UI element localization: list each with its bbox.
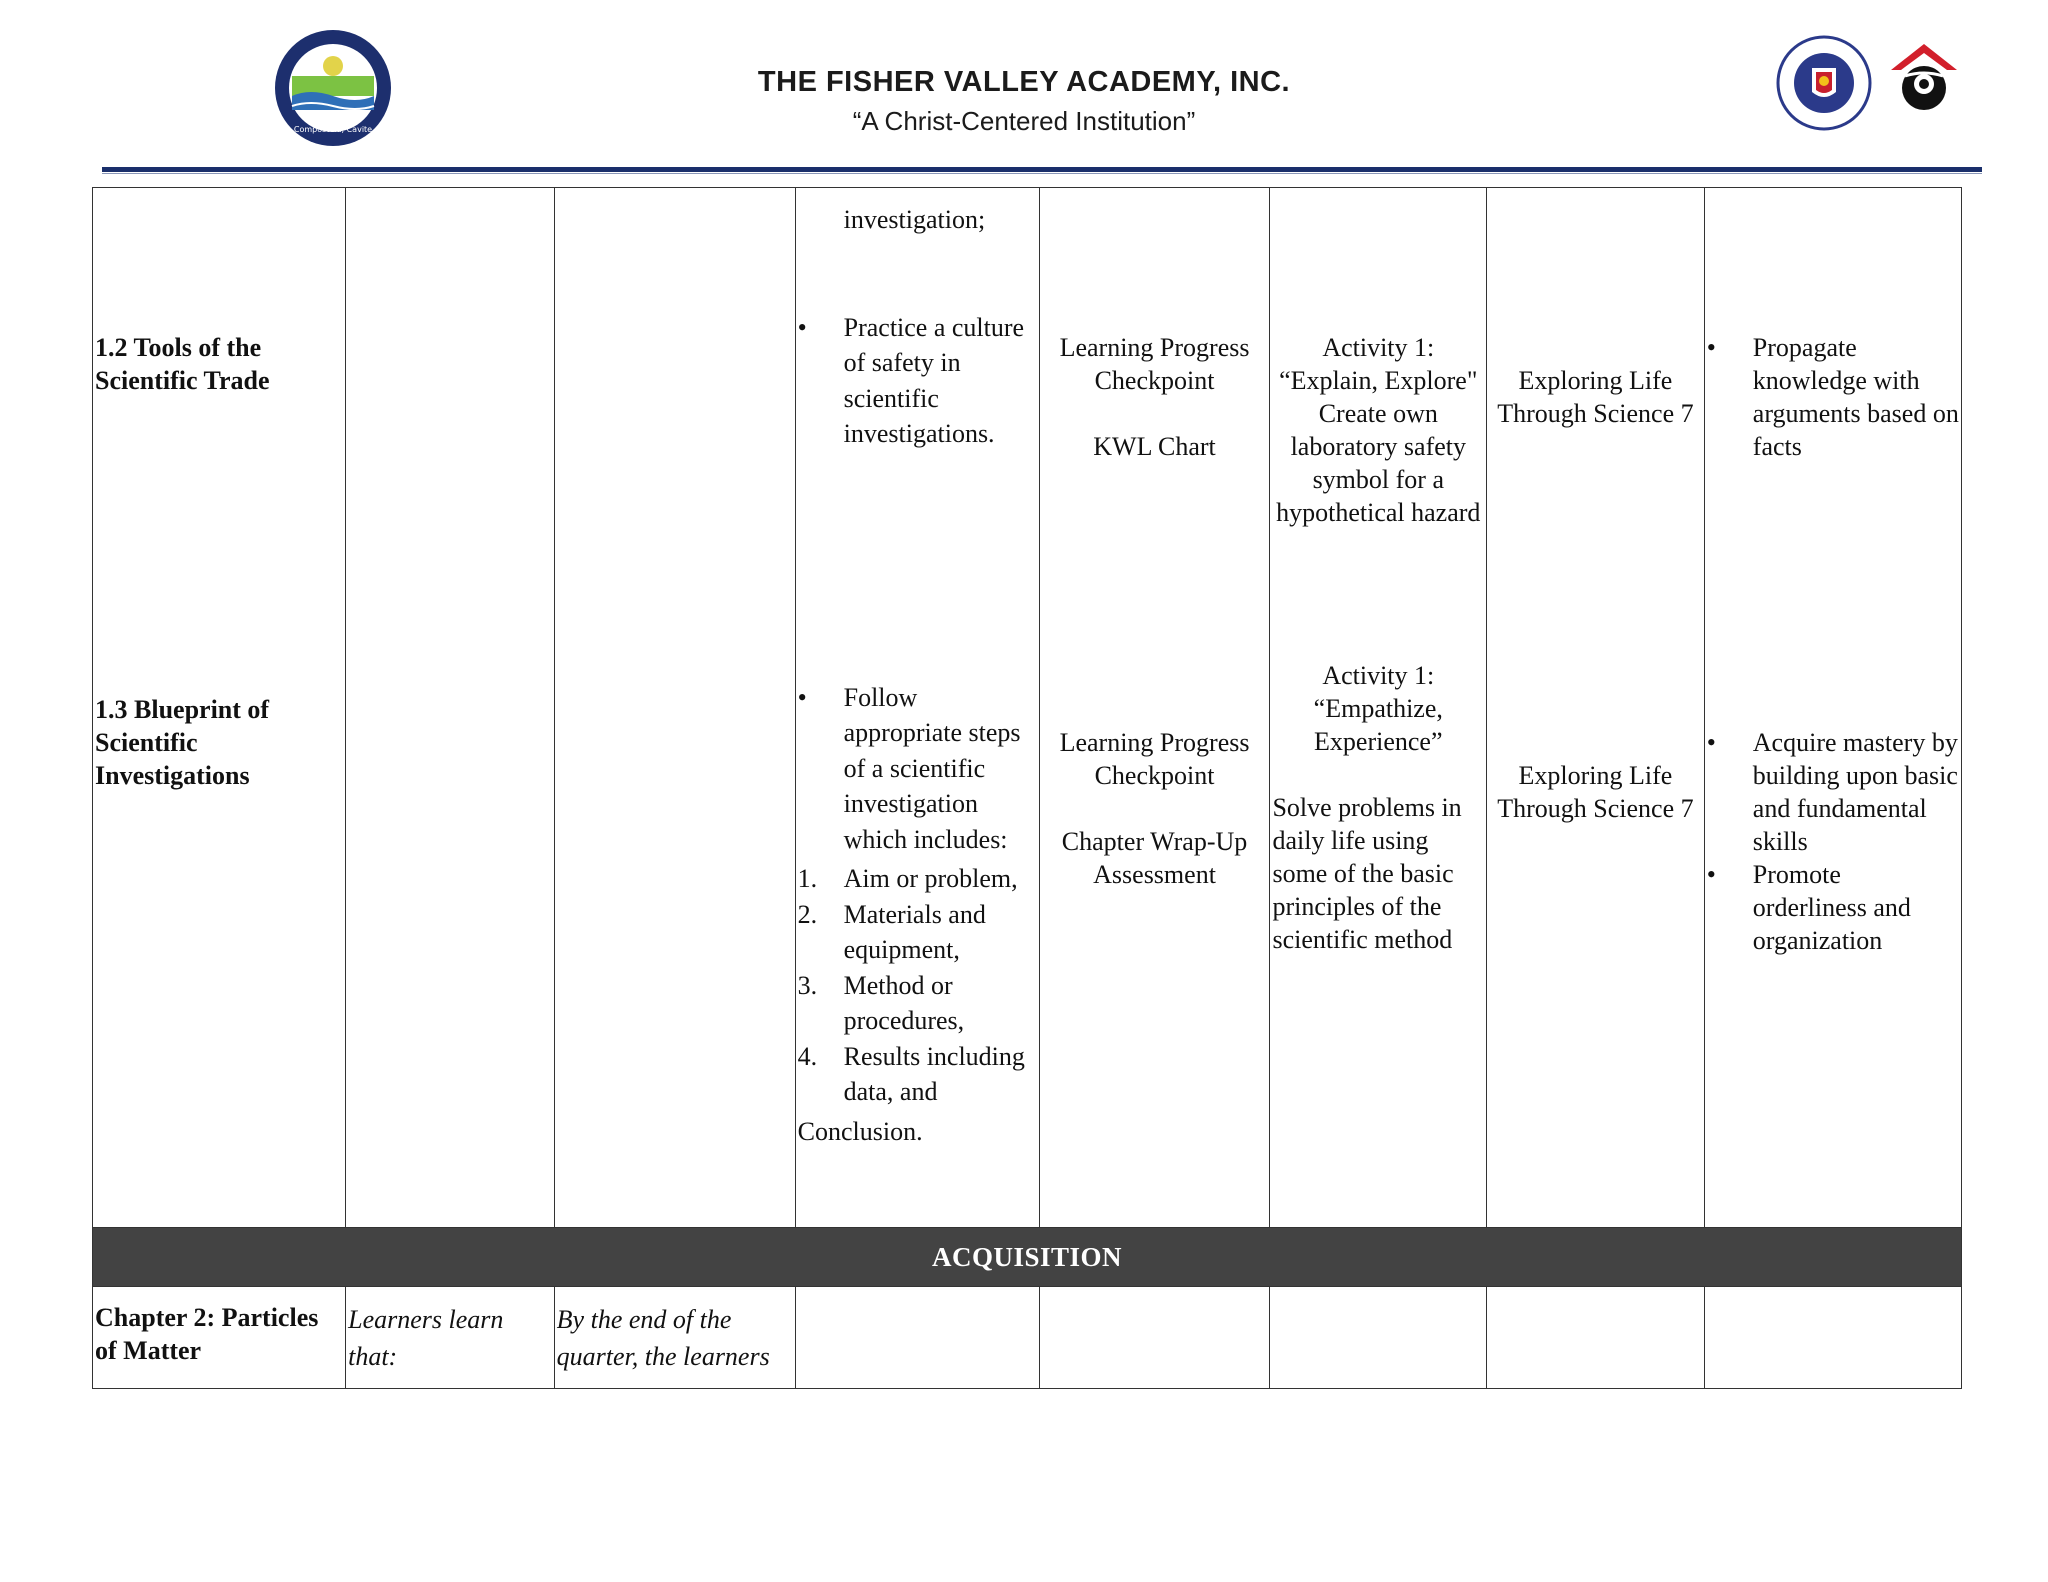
table-row	[93, 1287, 1962, 1389]
document-header	[0, 0, 2048, 180]
k12-logo	[1885, 40, 1963, 118]
activity-1-2-title: Activity 1:	[1322, 333, 1435, 362]
activity-1-3-label: “Empathize, Experience”	[1313, 694, 1443, 756]
assessment-cell	[1039, 188, 1270, 1228]
chapter-goal: By the end of the quarter, the learners	[554, 1287, 795, 1389]
objective-continued: investigation;	[843, 205, 986, 234]
topic-1-2: 1.2 Tools of the Scientific Trade	[95, 333, 270, 395]
values-cell	[1704, 188, 1961, 1228]
svg-text:Compostela, Cavite: Compostela, Cavite	[293, 125, 373, 134]
header-rule	[102, 167, 1982, 172]
activity-1-3-desc: Solve problems in daily life using some of the basic principles of the scientific method	[1272, 793, 1462, 954]
activity-1-2-desc: Create own laboratory safety symbol for a hypothetical hazard	[1276, 399, 1481, 527]
resource-cell	[1487, 188, 1705, 1228]
content-cell	[346, 188, 555, 1228]
curriculum-map-table	[92, 187, 1962, 1389]
school-motto: “A Christ-Centered Institution”	[852, 106, 1196, 136]
resource-1-2: Exploring Life Through Science 7	[1497, 366, 1694, 428]
assessment-1-2-b: KWL Chart	[1093, 432, 1216, 461]
conclusion-text: Conclusion.	[797, 1116, 923, 1146]
activity-1-3-title: Activity 1:	[1322, 661, 1435, 690]
table-row	[93, 188, 1962, 1228]
topic-cell	[93, 188, 346, 1228]
resource-1-3: Exploring Life Through Science 7	[1497, 761, 1694, 823]
chapter-topic: Chapter 2: Particles of Matter	[93, 1287, 346, 1389]
chapter-understanding: Learners learn that:	[346, 1287, 555, 1389]
value-1-3-a: • Acquire mastery by building upon basic and fundamental skills	[1707, 726, 1959, 858]
assessment-1-2-a: Learning Progress Checkpoint	[1059, 333, 1250, 395]
assessment-1-3-a: Learning Progress Checkpoint	[1059, 728, 1250, 790]
empty-cell	[1270, 1287, 1487, 1389]
header-rule-thin	[102, 173, 1982, 174]
empty-cell	[795, 1287, 1039, 1389]
objective-1-2: • Practice a culture of safety in scientific investigations.	[798, 310, 1037, 452]
acquisition-band: ACQUISITION	[93, 1228, 1962, 1287]
activity-1-2-label: “Explain, Explore"	[1279, 366, 1478, 395]
empty-cell	[1039, 1287, 1270, 1389]
list-item: 3. Method or procedures,	[797, 970, 965, 1035]
value-1-2: • Propagate knowledge with arguments based on facts	[1707, 331, 1959, 463]
assessment-1-3-b: Chapter Wrap-Up Assessment	[1061, 827, 1248, 889]
objective-1-3: • Follow appropriate steps of a scientific investigation which includes:	[798, 680, 1037, 858]
list-item: 2. Materials and equipment,	[797, 899, 986, 964]
empty-cell	[1704, 1287, 1961, 1389]
value-1-3-b: • Promote orderliness and organization	[1707, 858, 1959, 957]
school-name: THE FISHER VALLEY ACADEMY, INC.	[757, 66, 1291, 98]
objective-cell	[795, 188, 1039, 1228]
activity-cell	[1270, 188, 1487, 1228]
list-item: 4. Results including data, and	[797, 1041, 1025, 1106]
topic-1-3: 1.3 Blueprint of Scientific Investigations	[95, 695, 270, 790]
acquisition-band-row	[93, 1228, 1962, 1287]
list-item: 1. Aim or problem,	[797, 864, 1018, 893]
performance-cell	[554, 188, 795, 1228]
empty-cell	[1487, 1287, 1705, 1389]
deped-seal-logo	[1775, 34, 1873, 132]
